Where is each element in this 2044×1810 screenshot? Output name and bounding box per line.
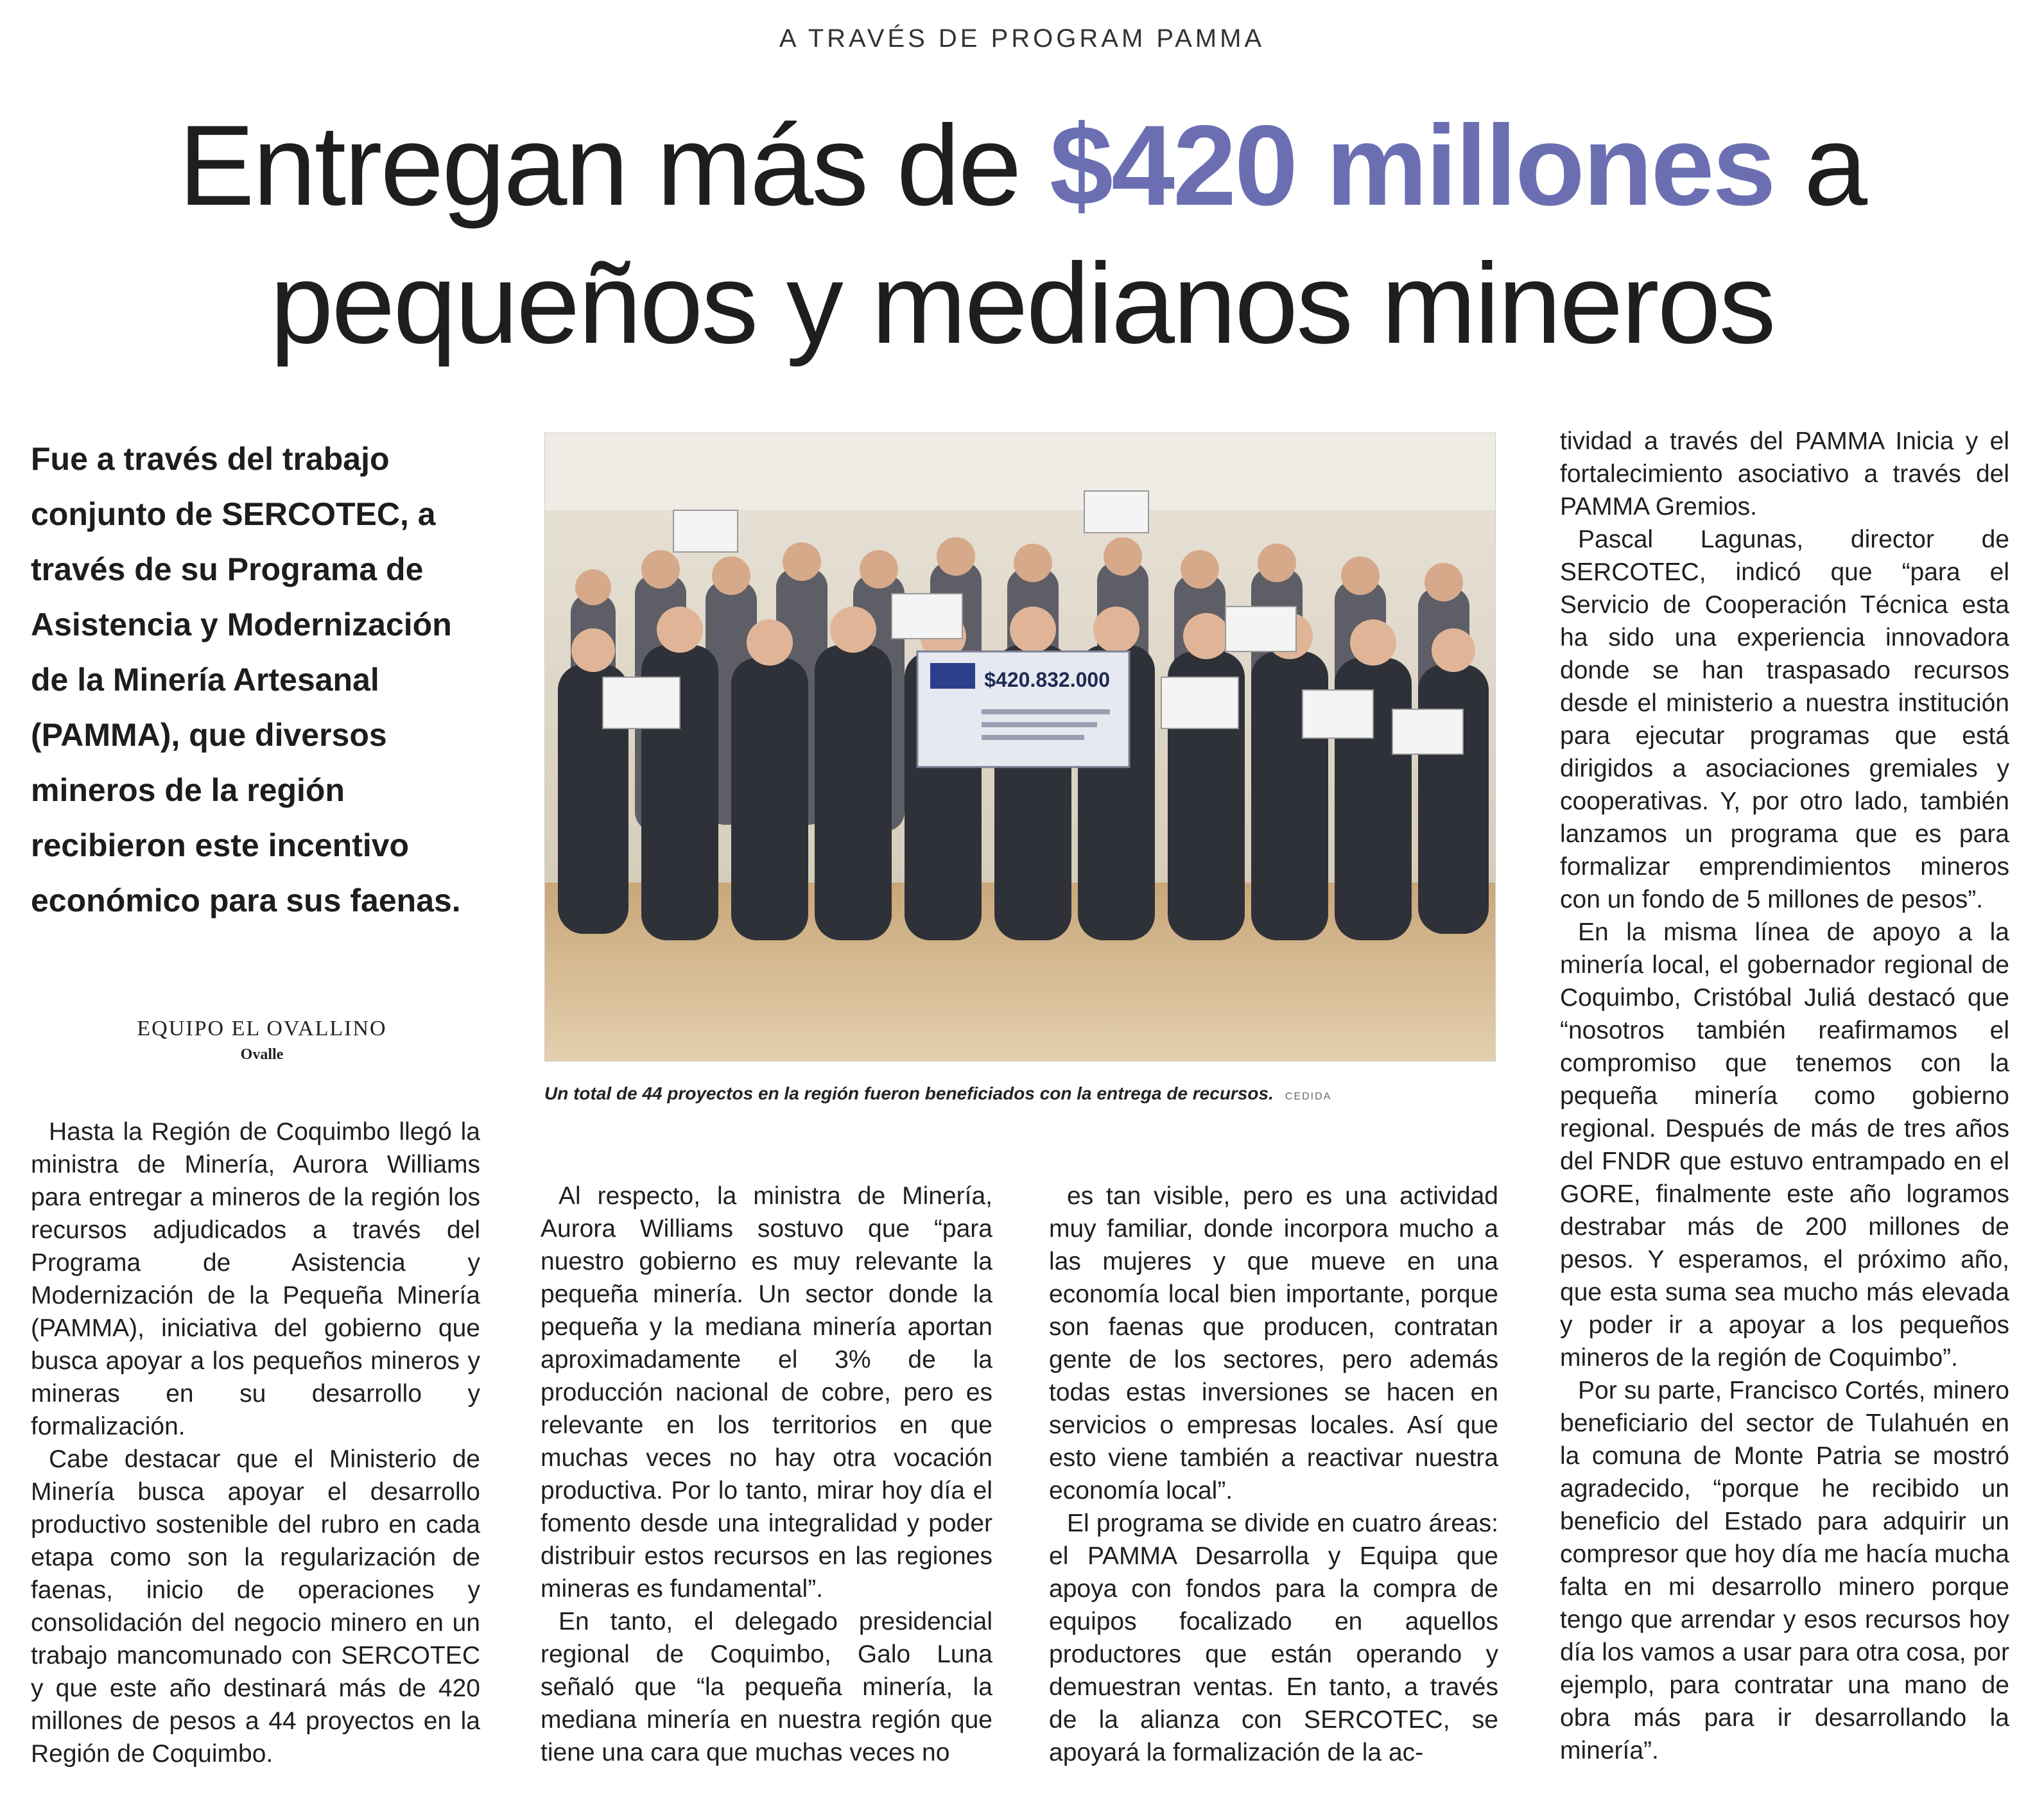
body-column-1 <box>31 1116 480 1770</box>
lead-paragraph: Fue a través del trabajo conjunto de SERCOTEC, a través de su Programa de Asistencia y Modernización de la Minería Artesanal (PAMMA), que diversos mineros de la región recibieron este incentivo económico para sus faenas. <box>31 441 461 918</box>
group-photo <box>544 433 1496 1062</box>
section-kicker: A TRAVÉS DE PROGRAM PAMMA <box>779 24 1265 53</box>
paragraph: Por su parte, Francisco Cortés, minero beneficiario del sector de Tulahuén en la comuna de Monte Patria se mostró agradecido, “porque he recibido un beneficio del Estado para adquirir un compresor que hoy día me hacía mucha falta en mi desarrollo minero porque tengo que arrendar y esos recursos hoy día los vamos a usar para otra cosa, por ejemplo, para contratar una mano de obra más para ir desarrollando la minería”. <box>1560 1377 2009 1764</box>
paragraph: Pascal Lagunas, director de SERCOTEC, indicó que “para el Servicio de Cooperación Técnica esta ha sido una experiencia innovadora donde se han traspasado recursos desde el ministerio a nuestra institución para ejecutar programas que está dirigidos a asociaciones gremiales y cooperativas. Y, por otro lado, también lanzamos un programa que es para formalizar emprendimientos mineros con un fondo de 5 millones de pesos”. <box>1560 526 2009 913</box>
paragraph: En tanto, el delegado presidencial regional de Coquimbo, Galo Luna señaló que “la pequeña minería, la mediana minería en nuestra región que tiene una cara que muchas veces no <box>541 1608 992 1766</box>
group-photo-illustration <box>545 433 1495 1061</box>
byline <box>31 1017 493 1064</box>
body-column-3 <box>1049 1180 1498 1769</box>
headline <box>0 96 2044 372</box>
paragraph: tividad a través del PAMMA Inicia y el fortalecimiento asociativo a través del PAMMA Gremios. <box>1560 427 2009 521</box>
headline-part2: a pequeños y medianos mineros <box>270 101 1866 367</box>
headline-part1: Entregan más de <box>178 101 1050 229</box>
headline-highlight: $420 millones <box>1050 101 1774 229</box>
body-column-2 <box>541 1180 992 1769</box>
paragraph: En la misma línea de apoyo a la minería local, el gobernador regional de Coquimbo, Cristóbal Juliá destacó que “nosotros también reafirmamos el compromiso que tenemos con la pequeña minería como gobierno regional. Después de más de tres años del FNDR que estuvo entrampado en el GORE, finalmente este año logramos destrabar más de 200 millones de pesos. Y esperamos, el próximo año, que esta suma sea mucho más elevada y poder ir a apoyar a los pequeños mineros de la región de Coquimbo”. <box>1560 918 2009 1372</box>
byline-city: Ovalle <box>240 1046 284 1063</box>
check-amount: $420.832.000 <box>984 668 1110 691</box>
photo-credit: CEDIDA <box>1285 1091 1332 1102</box>
paragraph: es tan visible, pero es una actividad muy familiar, donde incorpora mucho a las mujeres y que mueve en una economía local bien importante, porque son faenas que producen, contratan gente de los sectores, pero además todas estas inversiones se hacen en servicios o empresas locales. Así que esto viene también a reactivar nuestra economía local”. <box>1049 1182 1498 1504</box>
body-column-4 <box>1560 425 2009 1767</box>
paragraph: Hasta la Región de Coquimbo llegó la ministra de Minería, Aurora Williams para entregar a mineros de la región los recursos adjudicados a través del Programa de Asistencia y Modernización de la Pequeña Minería (PAMMA), iniciativa del gobierno que busca apoyar a los pequeños mineros y mineras en su desarrollo y formalización. <box>31 1118 480 1440</box>
photo-caption <box>544 1083 1494 1104</box>
paragraph: El programa se divide en cuatro áreas: el PAMMA Desarrolla y Equipa que apoya con fondos para la compra de equipos focalizado en aquellos productores que están operando y demuestran ventas. En tanto, a través de la alianza con SERCOTEC, se apoyará la formalización de la ac- <box>1049 1510 1498 1766</box>
paragraph: Cabe destacar que el Ministerio de Minería busca apoyar el desarrollo productivo sostenible del rubro en cada etapa como son la regularización de faenas, inicio de operaciones y consolidación del negocio minero en un trabajo mancomunado con SERCOTEC y que este año destinará más de 420 millones de pesos a 44 proyectos en la Región de Coquimbo. <box>31 1445 480 1768</box>
caption-text: Un total de 44 proyectos en la región fueron beneficiados con la entrega de recursos. <box>544 1083 1274 1103</box>
paragraph: Al respecto, la ministra de Minería, Aurora Williams sostuvo que “para nuestro gobierno es muy relevante la pequeña minería. Un sector donde la pequeña y la mediana minería aportan aproximadamente el 3% de la producción nacional de cobre, pero es relevante en los territorios en que muchas veces no hay otra vocación productiva. Por lo tanto, mirar hoy día el fomento desde una integralidad y poder distribuir estos recursos en las regiones mineras es fundamental”. <box>541 1182 992 1603</box>
byline-team: EQUIPO EL OVALLINO <box>137 1017 387 1040</box>
